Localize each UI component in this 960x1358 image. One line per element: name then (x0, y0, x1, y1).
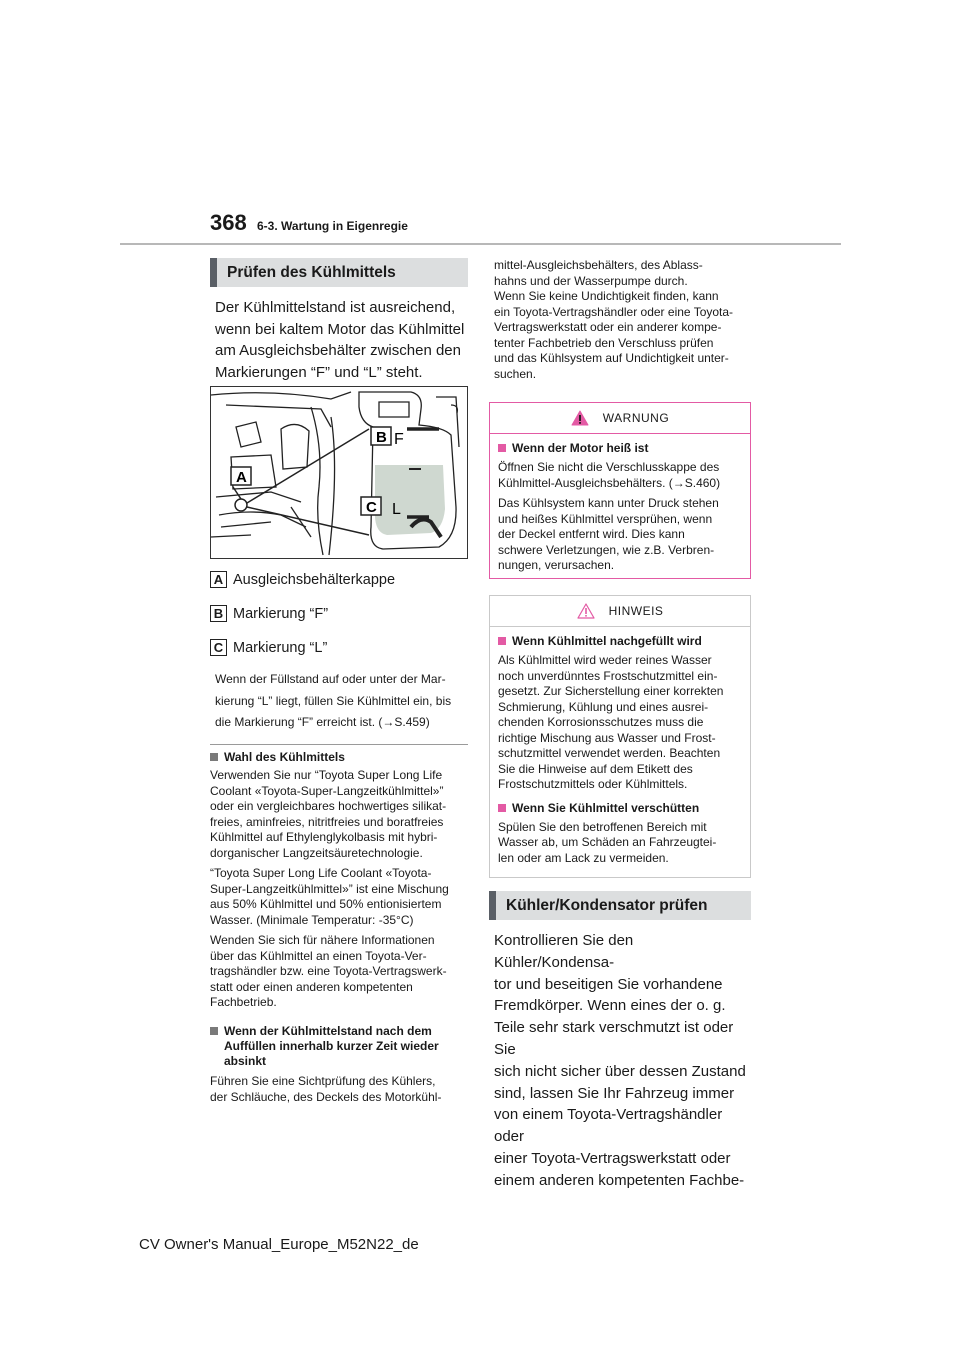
notice-box (489, 595, 751, 878)
text-line: Vertragswerkstatt oder ein anderer kompe- (494, 320, 722, 334)
text-line: Verwenden Sie nur “Toyota Super Long Life (210, 768, 443, 782)
text-line: aus 50% Kühlmittel und 50% entionisiertem (210, 897, 442, 911)
notice-header (490, 596, 750, 627)
legend-text: Markierung “F” (233, 605, 329, 622)
legend-letter: C (210, 639, 227, 656)
text-line: Das Kühlsystem kann unter Druck stehen (498, 496, 719, 510)
refill-line: kierung “L” liegt, füllen Sie Kühlmittel ein, bis (215, 693, 452, 708)
subsection-heading-text (224, 1024, 439, 1069)
warning-header (490, 403, 750, 434)
page-footer: CV Owner's Manual_Europe_M52N22_de (139, 1236, 419, 1253)
section-heading-radiator-check (489, 891, 751, 920)
text-line: dorganischer Langzeitsäuretechnologie. (210, 845, 423, 860)
subsection-coolant-choice (210, 750, 470, 1011)
coolant-choice-p2 (210, 866, 470, 928)
text-line: und heißes Kühlmittel versprühen, wenn (498, 511, 713, 526)
text-line: len oder am Lack zu vermeiden. (498, 850, 669, 865)
warning-triangle-icon (571, 410, 589, 426)
reservoir-drawing (211, 387, 466, 557)
warning-p1 (498, 460, 742, 491)
continued-paragraph (494, 258, 754, 382)
subsection-heading (210, 750, 470, 765)
chapter-title: 6-3. Wartung in Eigenregie (257, 219, 408, 233)
warning-subheading (498, 441, 742, 456)
text-line: Kühlmittel auf Ethylenglykolbasis mit hybri- (210, 830, 438, 844)
notice-p1 (498, 653, 742, 793)
heading-line: Wenn der Kühlmittelstand nach dem (224, 1024, 432, 1038)
text-line: Als Kühlmittel wird weder reines Wasser (498, 653, 712, 667)
text-line: Führen Sie eine Sichtprüfung des Kühlers, (210, 1074, 436, 1088)
warning-label: WARNUNG (602, 411, 670, 425)
callout-a: A (236, 469, 247, 486)
heading-line: Auffüllen innerhalb kurzer Zeit wieder (224, 1039, 439, 1053)
f-mark-label: F (394, 431, 404, 448)
text-line: tor und beseitigen Sie vorhandene (494, 975, 723, 993)
warning-box (489, 402, 751, 579)
notice-subheading-refill (498, 634, 742, 649)
intro-line: wenn bei kaltem Motor das Kühlmittel (215, 320, 465, 338)
text-line: tenter Fachbetrieb den Verschluss prüfen (494, 335, 714, 350)
warning-body (490, 434, 750, 574)
section-heading-radiator-check-label: Kühler/Kondensator prüfen (506, 896, 708, 914)
text-line: Öffnen Sie nicht die Verschlusskappe des (498, 460, 720, 474)
notice-label: HINWEIS (608, 604, 664, 618)
text-line: schwere Verletzungen, wie z.B. Verbren- (498, 542, 715, 557)
refill-paragraph (215, 669, 470, 734)
text-line: richtige Mischung aus Wasser und Frost- (498, 730, 716, 745)
header-divider (120, 243, 841, 245)
text-line: der Deckel entfernt wird. Dies kann (498, 527, 685, 541)
text-line: chenden Korrosionsschutzes muss die (498, 715, 704, 729)
text-line: Coolant «Toyota-Super-Langzeitkühlmittel»” (210, 783, 444, 798)
text-line: schutzmittel verwendet werden. Beachten (498, 746, 721, 760)
callout-b: B (376, 429, 387, 446)
text-line: Spülen Sie den betroffenen Bereich mit (498, 819, 707, 834)
text-line: der Schläuche, des Deckels des Motorkühl- (210, 1089, 442, 1104)
reservoir-illustration (210, 386, 468, 559)
text-line: ein Toyota-Vertragshändler oder eine Toyota- (494, 304, 734, 319)
text-line: Frostschutzmittels oder Kühlmittels. (498, 777, 688, 791)
legend-letter: A (210, 571, 227, 588)
text-line: hahns und der Wasserpumpe durch. (494, 273, 688, 288)
radiator-paragraph (494, 930, 754, 1192)
text-line: gesetzt. Zur Sicherstellung einer korrekten (498, 684, 724, 698)
text-line: Fremdkörper. Wenn eines der o. g. (494, 997, 726, 1015)
refill-line: die Markierung “F” erreicht ist. (→S.459) (215, 715, 430, 729)
legend-text: Markierung “L” (233, 639, 328, 656)
notice-triangle-icon (577, 603, 595, 619)
text-line: Super-Langzeitkühlmittel»” ist eine Mischung (210, 881, 449, 896)
refill-line: Wenn der Füllstand auf oder unter der Mar- (215, 672, 446, 686)
text-line: Fachbetrieb. (210, 995, 277, 1009)
square-bullet-icon (210, 753, 218, 761)
intro-paragraph (215, 297, 470, 383)
notice-p2 (498, 820, 742, 867)
text-line: und das Kühlsystem auf Undichtigkeit unter- (494, 351, 729, 365)
warning-p2 (498, 496, 742, 574)
text-line: einer Toyota-Vertragswerkstatt oder (494, 1149, 731, 1167)
text-line: Wasser. (Minimale Temperatur: -35°C) (210, 912, 414, 927)
text-line: freies, aminfreies, nitritfreies und boratfreies (210, 814, 444, 829)
reservoir-cap-marker (235, 499, 247, 511)
square-bullet-icon (498, 444, 506, 452)
text-line: Wenn Sie keine Undichtigkeit finden, kann (494, 289, 719, 303)
intro-line: am Ausgleichsbehälter zwischen den (215, 342, 461, 359)
text-line: tragshändler bzw. eine Toyota-Vertragswerk- (210, 964, 447, 978)
intro-line: Markierungen “F” und “L” steht. (215, 363, 423, 381)
text-line: Kühlmittel-Ausgleichsbehälters. (→S.460) (498, 475, 721, 490)
text-line: noch unverdünntes Frostschutzmittel ein- (498, 668, 718, 683)
text-line: sind, lassen Sie Ihr Fahrzeug immer (494, 1084, 735, 1102)
legend-text: Ausgleichsbehälterkappe (233, 571, 396, 588)
notice-body (490, 627, 750, 866)
subsection-heading (210, 1024, 470, 1069)
text-line: Teile sehr stark verschmutzt ist oder Sie (494, 1019, 734, 1058)
subsection-divider (210, 744, 468, 745)
text-line: Wasser ab, um Schäden an Fahrzeugtei- (498, 835, 717, 849)
legend-item-c (210, 639, 327, 656)
notice-subheading-text: Wenn Sie Kühlmittel verschütten (512, 800, 700, 815)
subsection-level-drop (210, 1024, 470, 1105)
text-line: “Toyota Super Long Life Coolant «Toyota- (210, 866, 432, 880)
warning-subheading-text: Wenn der Motor heiß ist (512, 441, 649, 455)
text-line: von einem Toyota-Vertragshändler oder (494, 1106, 723, 1146)
coolant-choice-p3 (210, 933, 470, 1011)
callout-c: C (366, 499, 377, 516)
text-line: Kontrollieren Sie den Kühler/Kondensa- (494, 932, 634, 971)
heading-line: absinkt (224, 1054, 267, 1068)
l-mark-label: L (392, 501, 401, 518)
page-number: 368 (210, 210, 247, 235)
square-bullet-icon (498, 637, 506, 645)
text-line: Schmierung, Kühlung und eines ausrei- (498, 699, 709, 714)
coolant-choice-p1 (210, 768, 470, 861)
intro-line: Der Kühlmittelstand ist ausreichend, (215, 299, 456, 316)
text-line: einem anderen kompetenten Fachbe- (494, 1171, 745, 1189)
legend-item-a (210, 571, 395, 588)
square-bullet-icon (210, 1027, 218, 1035)
text-line: Sie die Hinweise auf dem Etikett des (498, 761, 693, 776)
square-bullet-icon (498, 804, 506, 812)
section-heading-coolant-check-label: Prüfen des Kühlmittels (227, 263, 396, 281)
text-line: sich nicht sicher über dessen Zustand (494, 1062, 746, 1080)
text-line: Wenden Sie sich für nähere Informationen (210, 933, 435, 947)
level-drop-paragraph (210, 1074, 470, 1105)
text-line: suchen. (494, 366, 537, 381)
text-line: statt oder einen anderen kompetenten (210, 979, 413, 994)
legend-letter: B (210, 605, 227, 622)
section-heading-coolant-check (210, 258, 468, 287)
legend-item-b (210, 605, 328, 622)
text-line: mittel-Ausgleichsbehälters, des Ablass- (494, 258, 703, 272)
text-line: oder ein vergleichbares hochwertiges silikat- (210, 799, 447, 813)
text-line: nungen, verursachen. (498, 558, 615, 572)
text-line: über das Kühlmittel an einen Toyota-Ver- (210, 948, 427, 963)
notice-subheading-spill (498, 801, 742, 816)
subsection-heading-text: Wahl des Kühlmittels (224, 750, 345, 764)
notice-subheading-text: Wenn Kühlmittel nachgefüllt wird (512, 634, 702, 648)
